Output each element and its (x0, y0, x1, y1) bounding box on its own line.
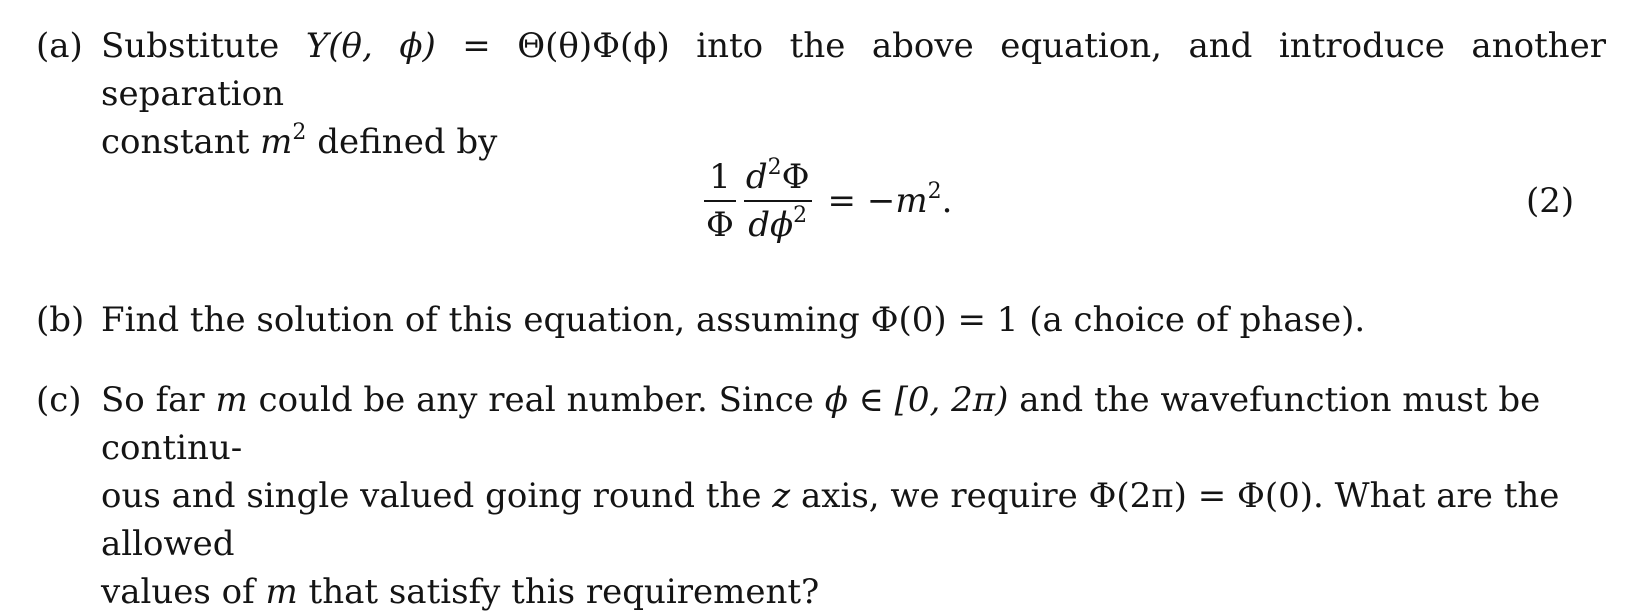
equation-2 (700, 146, 952, 256)
part-c-m-symbol-1: m (215, 380, 248, 420)
fraction-2-numerator (744, 154, 812, 197)
minus-sign: − (856, 181, 896, 221)
derivative-variable: Φ (781, 157, 810, 197)
derivative-denominator-exponent: 2 (793, 202, 808, 228)
part-a-text-1: Substitute (101, 26, 306, 66)
fraction-2-denominator (746, 202, 809, 245)
part-c-condition: Φ(2π) = Φ(0) (1088, 476, 1314, 516)
part-c-line-2 (101, 472, 1606, 568)
part-c-text-4: ous and single valued going round the (101, 476, 773, 516)
part-a-equals: = (435, 26, 518, 66)
fraction-derivative (744, 154, 812, 245)
part-a-text (101, 22, 1606, 166)
part-c-phi-range: ϕ ∈ [0, 2π) (824, 380, 1009, 420)
part-b-marker: (b) (36, 300, 85, 340)
rhs-m-symbol: m (895, 181, 928, 221)
derivative-order: 2 (767, 154, 782, 180)
problem-part-c (36, 376, 1606, 616)
rhs-period: . (941, 181, 953, 221)
problem-part-a (36, 22, 1606, 166)
part-a-text-4: defined by (306, 122, 498, 162)
fraction-1-denominator: Φ (706, 205, 734, 245)
part-c-text-5: axis, we require (790, 476, 1089, 516)
part-c-z-symbol: z (772, 476, 791, 516)
part-a-text-3: constant (101, 122, 261, 162)
fraction-2-bar (744, 200, 812, 202)
part-c-text-6: . What are the allowed (101, 476, 1560, 564)
part-a-line-1 (101, 22, 1606, 118)
part-b-text-1: Find the solution of this equation, assuming (101, 300, 871, 340)
part-c-marker: (c) (36, 380, 82, 420)
equation-rhs (827, 178, 953, 221)
part-a-product-expression: Θ(θ)Φ(ϕ) (517, 26, 670, 66)
part-c-line-3 (101, 568, 1606, 616)
part-c-text-2: could be any real number. Since (247, 380, 825, 420)
fraction-one-over-phi (704, 157, 736, 245)
part-c-text (101, 376, 1606, 616)
fraction-1-numerator: 1 (709, 157, 731, 197)
part-b-text-2: (a choice of phase). (1018, 300, 1366, 340)
rhs-exponent: 2 (927, 178, 942, 204)
equation-number: (2) (1526, 181, 1575, 221)
part-c-text-1: So far (101, 380, 216, 420)
equals-sign: = (827, 181, 857, 221)
problem-part-b (36, 296, 1606, 344)
part-c-line-1 (101, 376, 1606, 472)
fraction-1-bar (704, 200, 736, 202)
part-a-y-expression: Y(θ, ϕ) (305, 26, 436, 66)
part-b-condition: Φ(0) = 1 (870, 300, 1019, 340)
part-c-text-8: that satisfy this requirement? (297, 572, 820, 612)
part-a-marker: (a) (36, 26, 83, 66)
part-c-text-3: and the wavefunction must be continu- (101, 380, 1541, 468)
part-b-text (101, 296, 1606, 344)
derivative-d: d (745, 157, 768, 197)
part-c-text-7: values of (101, 572, 266, 612)
part-c-m-symbol-2: m (265, 572, 298, 612)
part-a-m-exponent: 2 (292, 119, 307, 145)
part-a-m-symbol: m (260, 122, 293, 162)
part-a-text-2: into the above equation, and introduce another separation (101, 26, 1607, 114)
derivative-d-phi: dϕ (748, 205, 794, 245)
